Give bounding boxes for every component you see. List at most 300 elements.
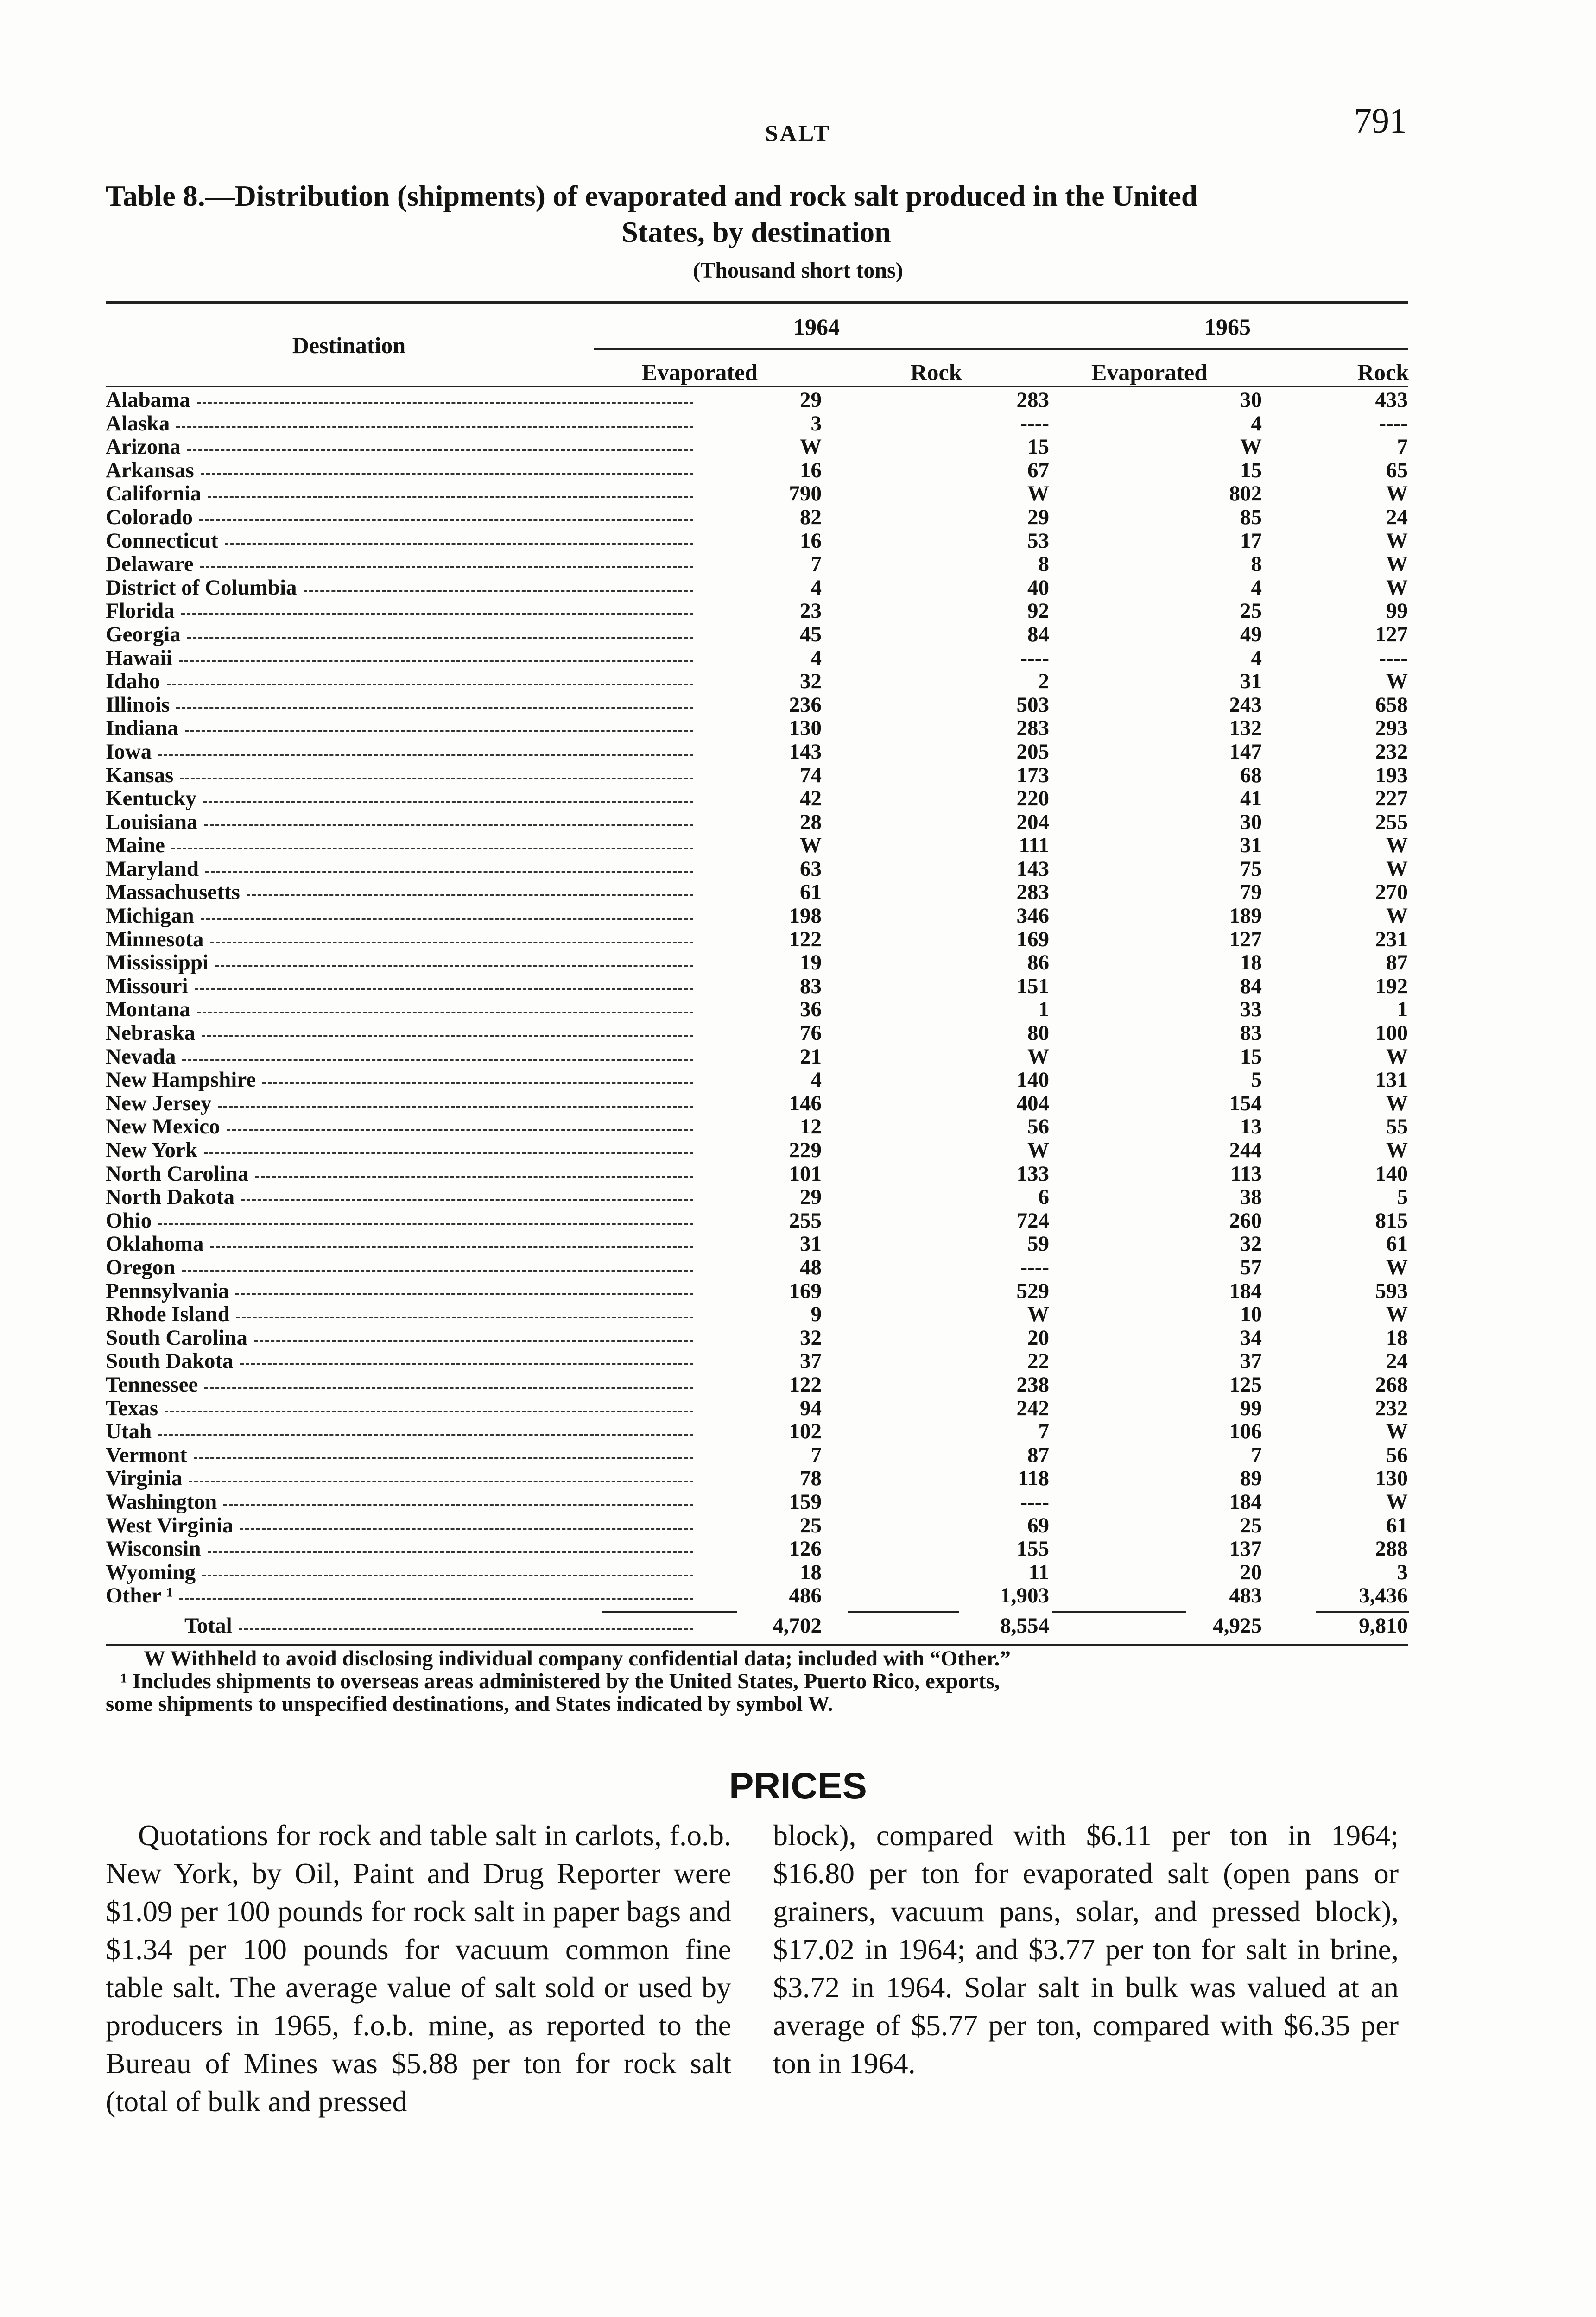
rock-1965-cell: 130 (1375, 1466, 1408, 1491)
evaporated-1964-cell: 3 (811, 411, 822, 436)
evaporated-1964-cell: 4 (811, 1068, 822, 1092)
destination-cell: West Virginia (106, 1513, 234, 1538)
evaporated-1964-cell: 23 (800, 599, 822, 623)
leader-dots (185, 730, 693, 732)
destination-cell: Arizona (106, 435, 181, 459)
rock-1964-cell: 205 (1016, 739, 1049, 764)
evaporated-1964-cell: 25 (800, 1513, 822, 1538)
destination-cell: Delaware (106, 552, 194, 576)
evaporated-1965-cell: 20 (1240, 1560, 1262, 1584)
prices-left-column: Quotations for rock and table salt in carlots, f.o.b. New York, by Oil, Paint and Drug Reporter were $1.09 per 100 pounds for rock salt in paper bags and $1.34 per 100 pounds for vacuum common fine table salt. The average value of salt sold or used by producers in 1965, f.o.b. mine, as reported to the Bureau of Mines was $5.88 per ton for rock salt (total of bulk and pressed (106, 1819, 731, 2118)
rock-1964-cell: ---- (1020, 646, 1049, 670)
destination-cell: Iowa (106, 739, 152, 764)
leader-dots (187, 637, 693, 639)
leader-dots (262, 1082, 693, 1084)
evaporated-1965-cell: 79 (1240, 880, 1262, 905)
total-rule-r65 (1316, 1611, 1409, 1613)
rock-1965-cell: ---- (1379, 646, 1408, 670)
evaporated-1965-cell: 127 (1229, 927, 1262, 951)
prices-heading: PRICES (729, 1765, 867, 1806)
rock-1964-cell: 20 (1027, 1325, 1049, 1350)
table-row (106, 388, 1408, 412)
table-row (106, 1349, 1408, 1373)
year-1964-heading: 1964 (793, 314, 840, 340)
rock-1964-cell: 118 (1018, 1466, 1049, 1491)
table-row (106, 1303, 1408, 1326)
destination-cell: Utah (106, 1419, 152, 1444)
rock-1965-cell: ---- (1379, 411, 1408, 436)
evaporated-1964-cell: 83 (800, 974, 822, 998)
destination-cell: Oklahoma (106, 1232, 204, 1256)
rock-1965-cell: 3 (1397, 1560, 1408, 1584)
rock-1964-cell: 283 (1016, 388, 1049, 412)
evaporated-1964-cell: 255 (789, 1208, 822, 1233)
page-number: 791 (1354, 101, 1407, 140)
leader-dots (202, 1575, 693, 1576)
table-row (106, 1256, 1408, 1279)
destination-cell: Missouri (106, 974, 188, 998)
evaporated-1965-cell: 4 (1251, 411, 1262, 436)
leader-dots (195, 988, 693, 990)
leader-dots (304, 590, 693, 592)
evaporated-1965-cell: 89 (1240, 1466, 1262, 1491)
leader-dots (225, 543, 693, 545)
evaporated-1964-cell: 169 (789, 1279, 822, 1303)
rock-1965-cell: 140 (1375, 1161, 1408, 1186)
table-row (106, 1467, 1408, 1490)
evaporated-1964-cell: 790 (789, 481, 822, 506)
rock-1964-cell: 59 (1027, 1232, 1049, 1256)
evaporated-1965-cell: 113 (1230, 1161, 1262, 1186)
table-row (106, 1209, 1408, 1233)
table-row (106, 857, 1408, 881)
rock-1964-cell: 67 (1027, 458, 1049, 482)
evaporated-1964-cell: 31 (800, 1232, 822, 1256)
leader-dots (240, 1363, 693, 1365)
destination-cell: Alabama (106, 388, 190, 412)
destination-cell: Minnesota (106, 927, 204, 951)
evaporated-1965-cell: 483 (1229, 1583, 1262, 1608)
destination-cell: Georgia (106, 622, 181, 646)
evaporated-1964-cell: 130 (789, 716, 822, 741)
rock-1965-cell: 433 (1375, 388, 1408, 412)
table-row (106, 1490, 1408, 1514)
rock-1965-cell: 227 (1375, 786, 1408, 811)
evaporated-1964-cell: 74 (800, 763, 822, 787)
evaporated-1964-cell: 4,702 (773, 1613, 822, 1638)
leader-dots (239, 1628, 693, 1630)
leader-dots (187, 449, 693, 451)
rock-1964-cell: 86 (1027, 950, 1049, 975)
evaporated-1965-cell: 57 (1240, 1255, 1262, 1279)
destination-cell: Massachusetts (106, 880, 240, 905)
destination-cell: California (106, 481, 202, 506)
rock-1965-cell: 55 (1386, 1114, 1408, 1139)
table-row (106, 1092, 1408, 1115)
rock-1965-cell: W (1386, 528, 1408, 553)
leader-dots (199, 519, 693, 521)
rock-1964-cell: 220 (1016, 786, 1049, 811)
evaporated-1964-cell: 198 (789, 904, 822, 928)
table-row (106, 716, 1408, 740)
table-row (106, 693, 1408, 717)
evaporated-1965-cell: 75 (1240, 856, 1262, 881)
rock-1964-cell: ---- (1020, 1489, 1049, 1514)
evaporated-1964-cell: 32 (800, 1325, 822, 1350)
destination-cell: Virginia (106, 1466, 183, 1491)
footnote-1-line-1: ¹ Includes shipments to overseas areas administered by the United States, Puerto Rico, exports, (120, 1669, 1000, 1693)
leader-dots (204, 1387, 693, 1389)
evaporated-1964-cell: 486 (789, 1583, 822, 1608)
evaporated-1965-cell: 99 (1240, 1396, 1262, 1420)
destination-cell: Other ¹ (106, 1583, 173, 1608)
evaporated-1964-cell: 4 (811, 575, 822, 600)
rock-1965-cell: 7 (1397, 435, 1408, 459)
destination-cell: New Mexico (106, 1114, 220, 1139)
table-row (106, 787, 1408, 810)
evaporated-1964-cell: 101 (789, 1161, 822, 1186)
rock-1964-cell: 133 (1016, 1161, 1049, 1186)
evaporated-1964-cell: 29 (800, 1185, 822, 1209)
destination-cell: Washington (106, 1489, 217, 1514)
leader-dots (204, 824, 693, 826)
leader-dots (158, 1223, 693, 1225)
rock-1965-cell: W (1386, 1091, 1408, 1115)
table-row (106, 1584, 1408, 1608)
table-row (106, 1514, 1408, 1538)
rock-1965-cell: 193 (1375, 763, 1408, 787)
table-row (106, 412, 1408, 436)
rock-1965-cell: 127 (1375, 622, 1408, 646)
leader-dots (176, 707, 693, 709)
evaporated-1964-cell: 236 (789, 692, 822, 717)
evaporated-1965-cell: 5 (1251, 1068, 1262, 1092)
total-rule-e64 (602, 1611, 737, 1613)
destination-cell: North Carolina (106, 1161, 249, 1186)
rock-1964-cell: 242 (1016, 1396, 1049, 1420)
evaporated-1965-cell: 30 (1240, 388, 1262, 412)
evaporated-1965-cell: 260 (1229, 1208, 1262, 1233)
rock-1964-cell: 29 (1027, 505, 1049, 529)
rock-1964-cell: 151 (1016, 974, 1049, 998)
destination-cell: Hawaii (106, 646, 172, 670)
rock-1965-cell: 65 (1386, 458, 1408, 482)
leader-dots (203, 801, 693, 803)
evaporated-1964-cell: 102 (789, 1419, 822, 1444)
leader-dots (158, 754, 693, 756)
evaporated-1965-cell: 4,925 (1213, 1613, 1262, 1638)
destination-cell: New Hampshire (106, 1068, 256, 1092)
table-row (106, 459, 1408, 482)
destination-cell: District of Columbia (106, 575, 297, 600)
table-row (106, 529, 1408, 553)
leader-dots (200, 566, 693, 568)
prices-right-column: block), compared with $6.11 per ton in 1964; $16.80 per ton for evaporated salt (open pans or grainers, vacuum pans, solar, and pressed block), $17.02 in 1964; and $3.77 per ton for salt in brine, $3.72 in 1964. Solar salt in bulk was valued at an average of $5.77 per ton, compared with $6.35 per ton in 1964. (773, 1819, 1399, 2080)
evaporated-1964-cell: 7 (811, 552, 822, 576)
leader-dots (201, 918, 693, 920)
evaporated-1964-cell: 28 (800, 810, 822, 834)
table-row (106, 764, 1408, 787)
evaporated-1964-cell: 126 (789, 1537, 822, 1561)
rock-1964-cell: 2 (1038, 669, 1049, 694)
table-row (106, 1162, 1408, 1186)
evaporated-1964-cell: 19 (800, 950, 822, 975)
rock-1965-cell: 9,810 (1359, 1613, 1408, 1638)
evaporated-1965-cell: 85 (1240, 505, 1262, 529)
leader-dots (176, 426, 693, 428)
rock-1965-cell: 24 (1386, 505, 1408, 529)
evaporated-1965-cell: 41 (1240, 786, 1262, 811)
table-row (106, 435, 1408, 459)
rock-1965-cell: 18 (1386, 1325, 1408, 1350)
leader-dots (204, 1152, 693, 1154)
header-bottom-rule (106, 386, 1408, 387)
evaporated-1965-cell: 13 (1240, 1114, 1262, 1139)
evaporated-1965-cell: 31 (1240, 833, 1262, 858)
destination-cell: New York (106, 1138, 197, 1162)
table-row (106, 1068, 1408, 1092)
table-row (106, 623, 1408, 646)
evaporated-1965-cell: 33 (1240, 997, 1262, 1022)
evaporated-1965-cell: 15 (1240, 458, 1262, 482)
rock-1965-cell: 87 (1386, 950, 1408, 975)
destination-cell: Montana (106, 997, 190, 1022)
table-row (106, 1537, 1408, 1561)
evaporated-1964-cell: 32 (800, 669, 822, 694)
running-header-title: SALT (765, 120, 831, 146)
evaporated-1964-cell: 122 (789, 1372, 822, 1397)
table-row (106, 1021, 1408, 1045)
rock-1964-cell: 404 (1016, 1091, 1049, 1115)
evaporated-1964-cell: 146 (789, 1091, 822, 1115)
evaporated-1965-cell: 8 (1251, 552, 1262, 576)
destination-cell: Texas (106, 1396, 158, 1420)
evaporated-1965-cell: 244 (1229, 1138, 1262, 1162)
table-row (106, 975, 1408, 998)
table-row (106, 740, 1408, 764)
evaporated-1965-cell: 30 (1240, 810, 1262, 834)
evaporated-1965-heading: Evaporated (1091, 359, 1207, 385)
evaporated-1965-cell: 18 (1240, 950, 1262, 975)
table-row (106, 904, 1408, 928)
table-row (106, 552, 1408, 576)
evaporated-1965-cell: 106 (1229, 1419, 1262, 1444)
evaporated-1965-cell: 147 (1229, 739, 1262, 764)
leader-dots (241, 1199, 693, 1201)
rock-1964-cell: 204 (1016, 810, 1049, 834)
table-title-line-1: Table 8.—Distribution (shipments) of evaporated and rock salt produced in the United (106, 179, 1198, 212)
leader-dots (179, 1598, 693, 1600)
leader-dots (227, 1129, 693, 1131)
rock-1964-cell: 40 (1027, 575, 1049, 600)
evaporated-1965-cell: 243 (1229, 692, 1262, 717)
leader-dots (197, 402, 693, 404)
destination-cell: Tennessee (106, 1372, 198, 1397)
total-row (106, 1614, 1408, 1640)
table-row (106, 576, 1408, 600)
table-row (106, 506, 1408, 529)
leader-dots (210, 1246, 693, 1248)
leader-dots (165, 1411, 693, 1412)
total-rule-e65 (1052, 1611, 1186, 1613)
rock-1965-cell: 593 (1375, 1279, 1408, 1303)
rock-1964-cell: 155 (1016, 1537, 1049, 1561)
table-row (106, 1397, 1408, 1420)
rock-1965-cell: W (1386, 1138, 1408, 1162)
destination-cell: Arkansas (106, 458, 194, 482)
year-underline-rule (594, 348, 1408, 350)
rock-1965-cell: W (1386, 1255, 1408, 1279)
evaporated-1965-cell: 10 (1240, 1302, 1262, 1327)
evaporated-1965-cell: 31 (1240, 669, 1262, 694)
rock-1964-cell: 53 (1027, 528, 1049, 553)
leader-dots (179, 660, 693, 662)
evaporated-1964-cell: 9 (811, 1302, 822, 1327)
evaporated-1965-cell: 84 (1240, 974, 1262, 998)
table-row (106, 1443, 1408, 1467)
destination-cell: Alaska (106, 411, 170, 436)
table-row (106, 951, 1408, 975)
destination-cell: Kentucky (106, 786, 196, 811)
table-row (106, 1139, 1408, 1162)
leader-dots (202, 1035, 693, 1037)
rock-1964-cell: W (1027, 1044, 1049, 1069)
leader-dots (208, 496, 693, 498)
rock-1965-cell: 61 (1386, 1513, 1408, 1538)
evaporated-1964-cell: 4 (811, 646, 822, 670)
leader-dots (167, 684, 693, 685)
table-row (106, 1373, 1408, 1397)
evaporated-1964-cell: 78 (800, 1466, 822, 1491)
destination-cell: South Dakota (106, 1349, 234, 1374)
evaporated-1965-cell: 154 (1229, 1091, 1262, 1115)
rock-1965-cell: 131 (1375, 1068, 1408, 1092)
rock-1964-cell: 283 (1016, 880, 1049, 905)
leader-dots (182, 1270, 693, 1272)
rock-1965-cell: 5 (1397, 1185, 1408, 1209)
destination-cell: Michigan (106, 904, 194, 928)
table-row (106, 1561, 1408, 1584)
rock-1964-cell: 529 (1016, 1279, 1049, 1303)
leader-dots (223, 1504, 693, 1506)
destination-cell: Kansas (106, 763, 174, 787)
rock-1965-cell: 192 (1375, 974, 1408, 998)
leader-dots (236, 1317, 693, 1318)
rock-1964-cell: 8 (1038, 552, 1049, 576)
rock-1964-cell: 238 (1016, 1372, 1049, 1397)
rock-1965-cell: W (1386, 833, 1408, 858)
rock-1964-cell: 22 (1027, 1349, 1049, 1374)
destination-cell: North Dakota (106, 1185, 235, 1209)
evaporated-1964-cell: 63 (800, 856, 822, 881)
leader-dots (255, 1176, 693, 1178)
rock-1964-cell: 503 (1016, 692, 1049, 717)
table-row (106, 1045, 1408, 1069)
evaporated-1964-cell: W (800, 833, 822, 858)
rock-1964-cell: 87 (1027, 1443, 1049, 1467)
destination-cell: Ohio (106, 1208, 152, 1233)
evaporated-1965-cell: 15 (1240, 1044, 1262, 1069)
evaporated-1964-cell: 94 (800, 1396, 822, 1420)
rock-1965-cell: 268 (1375, 1372, 1408, 1397)
destination-cell: South Carolina (106, 1325, 248, 1350)
table-title-line-2: States, by destination (621, 215, 891, 248)
table-title (106, 178, 1407, 250)
evaporated-1964-cell: 18 (800, 1560, 822, 1584)
table-row (106, 1420, 1408, 1443)
destination-cell: Nebraska (106, 1021, 196, 1045)
evaporated-1965-cell: 7 (1251, 1443, 1262, 1467)
leader-dots (254, 1340, 693, 1342)
destination-cell: Vermont (106, 1443, 187, 1467)
rock-1964-cell: 15 (1027, 435, 1049, 459)
rock-1964-cell: 140 (1016, 1068, 1049, 1092)
table-top-rule (106, 301, 1408, 304)
rock-1964-cell: 80 (1027, 1021, 1049, 1045)
table-row (106, 646, 1408, 670)
evaporated-1964-heading: Evaporated (642, 359, 758, 385)
rock-1965-cell: 1 (1397, 997, 1408, 1022)
evaporated-1965-cell: 38 (1240, 1185, 1262, 1209)
rock-1965-cell: W (1386, 481, 1408, 506)
evaporated-1965-cell: 184 (1229, 1489, 1262, 1514)
evaporated-1965-cell: 25 (1240, 1513, 1262, 1538)
rock-1965-cell: 658 (1375, 692, 1408, 717)
rock-1965-cell: W (1386, 575, 1408, 600)
total-rule-r64 (848, 1611, 959, 1613)
evaporated-1965-cell: 32 (1240, 1232, 1262, 1256)
table-body (106, 388, 1408, 1640)
footnote-1-line-2: some shipments to unspecified destinations, and States indicated by symbol W. (106, 1692, 833, 1716)
rock-1964-cell: ---- (1020, 1255, 1049, 1279)
leader-dots (240, 1528, 693, 1530)
rock-1965-cell: W (1386, 856, 1408, 881)
destination-cell: Indiana (106, 716, 178, 741)
leader-dots (158, 1434, 693, 1436)
rock-1965-cell: 815 (1375, 1208, 1408, 1233)
rock-1964-cell: 56 (1027, 1114, 1049, 1139)
table-row (106, 1185, 1408, 1209)
evaporated-1964-cell: 229 (789, 1138, 822, 1162)
evaporated-1965-cell: 802 (1229, 481, 1262, 506)
rock-1964-cell: W (1027, 1138, 1049, 1162)
destination-cell: Nevada (106, 1044, 176, 1069)
destination-cell: Total (184, 1613, 232, 1638)
destination-cell: Oregon (106, 1255, 176, 1279)
destination-cell: Wyoming (106, 1560, 196, 1584)
evaporated-1964-cell: 16 (800, 528, 822, 553)
evaporated-1964-cell: 143 (789, 739, 822, 764)
evaporated-1964-cell: W (800, 435, 822, 459)
evaporated-1964-cell: 12 (800, 1114, 822, 1139)
rock-1965-cell: 231 (1375, 927, 1408, 951)
evaporated-1965-cell: 34 (1240, 1325, 1262, 1350)
evaporated-1965-cell: 125 (1229, 1372, 1262, 1397)
table-row (106, 1115, 1408, 1139)
rock-1964-cell: 724 (1016, 1208, 1049, 1233)
leader-dots (215, 965, 693, 967)
destination-cell: Colorado (106, 505, 193, 529)
leader-dots (180, 778, 693, 779)
evaporated-1965-cell: 83 (1240, 1021, 1262, 1045)
evaporated-1965-cell: 132 (1229, 716, 1262, 741)
rock-1964-cell: 69 (1027, 1513, 1049, 1538)
destination-cell: Maine (106, 833, 165, 858)
leader-dots (247, 894, 693, 896)
evaporated-1964-cell: 36 (800, 997, 822, 1022)
rock-1965-cell: 293 (1375, 716, 1408, 741)
leader-dots (210, 942, 694, 943)
